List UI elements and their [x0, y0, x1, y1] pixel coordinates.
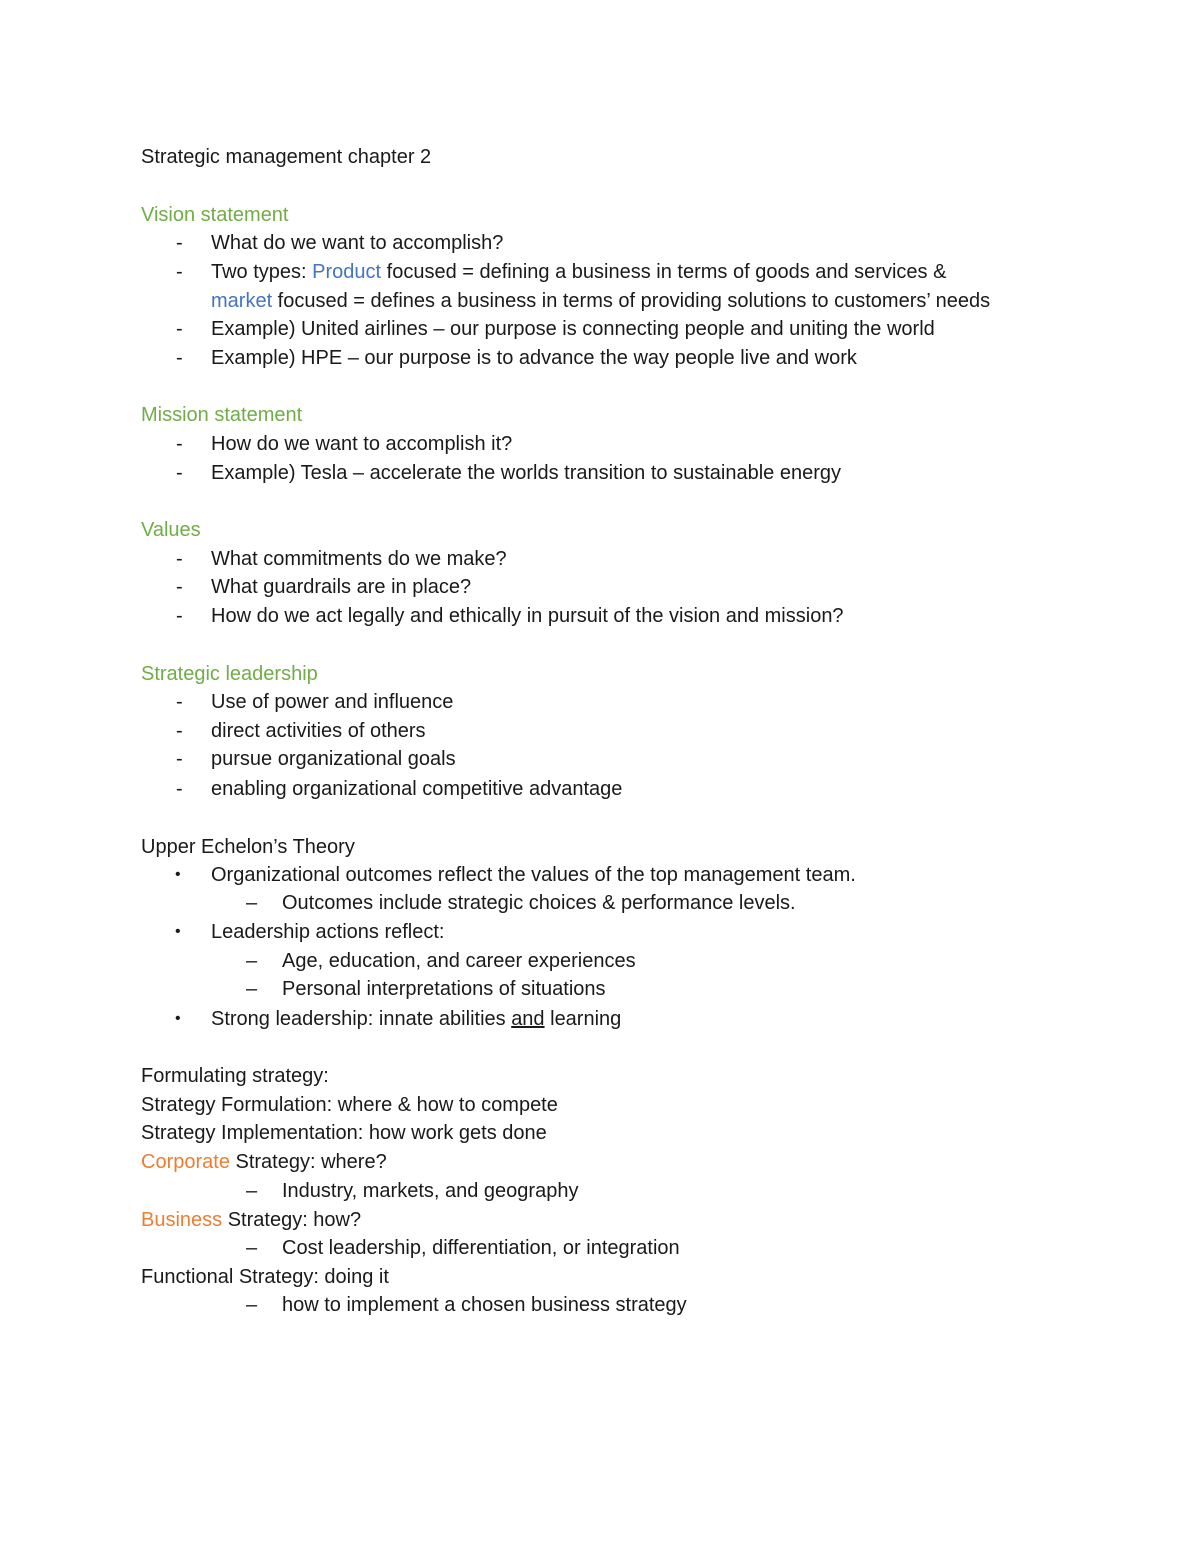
- vision-item: What do we want to accomplish?: [211, 232, 504, 254]
- leadership-item: Use of power and influence: [211, 691, 454, 713]
- dash-marker: -: [176, 605, 183, 627]
- section-heading-values: Values: [141, 519, 201, 541]
- upper-subitem: Age, education, and career experiences: [282, 950, 636, 972]
- vision-item-text: focused = defines a business in terms of providing solutions to customers’ needs: [272, 290, 991, 312]
- dash-marker: -: [176, 261, 183, 283]
- upper-item-text: learning: [544, 1008, 622, 1030]
- vision-item-text: focused = defining a business in terms of goods and services &: [381, 261, 947, 283]
- endash-marker: –: [246, 892, 258, 914]
- values-item: What commitments do we make?: [211, 548, 507, 570]
- section-heading-mission: Mission statement: [141, 404, 303, 426]
- dash-marker: -: [176, 462, 183, 484]
- formulating-line: Strategy Formulation: where & how to compete: [141, 1094, 558, 1116]
- bullet-marker: •: [175, 1010, 181, 1027]
- upper-subitem: Outcomes include strategic choices & performance levels.: [282, 892, 796, 914]
- vision-item: Example) HPE – our purpose is to advance the way people live and work: [211, 347, 857, 369]
- highlight-business: Business: [141, 1209, 223, 1231]
- corporate-strategy-text: Strategy: where?: [229, 1151, 387, 1173]
- leadership-item: enabling organizational competitive advantage: [211, 778, 623, 800]
- functional-strategy-line: Functional Strategy: doing it: [141, 1266, 389, 1288]
- dash-marker: -: [176, 232, 183, 254]
- business-strategy-text: Strategy: how?: [222, 1209, 362, 1231]
- corporate-strategy-line: [141, 1148, 387, 1176]
- upper-item: [211, 1005, 621, 1033]
- leadership-item: direct activities of others: [211, 720, 426, 742]
- business-strategy-line: [141, 1206, 361, 1234]
- endash-marker: –: [246, 1237, 258, 1259]
- section-heading-vision: Vision statement: [141, 204, 289, 226]
- dash-marker: -: [176, 318, 183, 340]
- endash-marker: –: [246, 950, 258, 972]
- formulating-line: Strategy Implementation: how work gets done: [141, 1122, 547, 1144]
- dash-marker: -: [176, 748, 183, 770]
- dash-marker: -: [176, 347, 183, 369]
- vision-item-continuation: [211, 287, 990, 315]
- leadership-item: pursue organizational goals: [211, 748, 456, 770]
- upper-item: Leadership actions reflect:: [211, 921, 445, 943]
- bullet-marker: •: [175, 866, 181, 883]
- values-item: How do we act legally and ethically in pursuit of the vision and mission?: [211, 605, 844, 627]
- formulating-subitem: how to implement a chosen business strategy: [282, 1294, 687, 1316]
- values-item: What guardrails are in place?: [211, 576, 472, 598]
- dash-marker: -: [176, 691, 183, 713]
- dash-marker: -: [176, 778, 183, 800]
- section-heading-leadership: Strategic leadership: [141, 663, 318, 685]
- formulating-subitem: Industry, markets, and geography: [282, 1180, 579, 1202]
- highlight-market: market: [211, 290, 273, 312]
- document-title: Strategic management chapter 2: [141, 146, 432, 168]
- dash-marker: -: [176, 548, 183, 570]
- highlight-corporate: Corporate: [141, 1151, 230, 1173]
- vision-item-text: Two types:: [211, 261, 313, 283]
- upper-subitem: Personal interpretations of situations: [282, 978, 606, 1000]
- mission-item: Example) Tesla – accelerate the worlds transition to sustainable energy: [211, 462, 841, 484]
- dash-marker: -: [176, 720, 183, 742]
- endash-marker: –: [246, 1180, 258, 1202]
- highlight-product: Product: [312, 261, 382, 283]
- underlined-and: and: [511, 1008, 545, 1030]
- vision-item: [211, 258, 946, 286]
- upper-item-text: Strong leadership: innate abilities: [211, 1008, 512, 1030]
- formulating-subitem: Cost leadership, differentiation, or integration: [282, 1237, 680, 1259]
- dash-marker: -: [176, 433, 183, 455]
- endash-marker: –: [246, 1294, 258, 1316]
- mission-item: How do we want to accomplish it?: [211, 433, 513, 455]
- section-heading-upper-echelon: Upper Echelon’s Theory: [141, 836, 355, 858]
- upper-item: Organizational outcomes reflect the values of the top management team.: [211, 864, 856, 886]
- endash-marker: –: [246, 978, 258, 1000]
- vision-item: Example) United airlines – our purpose is connecting people and uniting the world: [211, 318, 935, 340]
- section-heading-formulating: Formulating strategy:: [141, 1065, 329, 1087]
- bullet-marker: •: [175, 923, 181, 940]
- dash-marker: -: [176, 576, 183, 598]
